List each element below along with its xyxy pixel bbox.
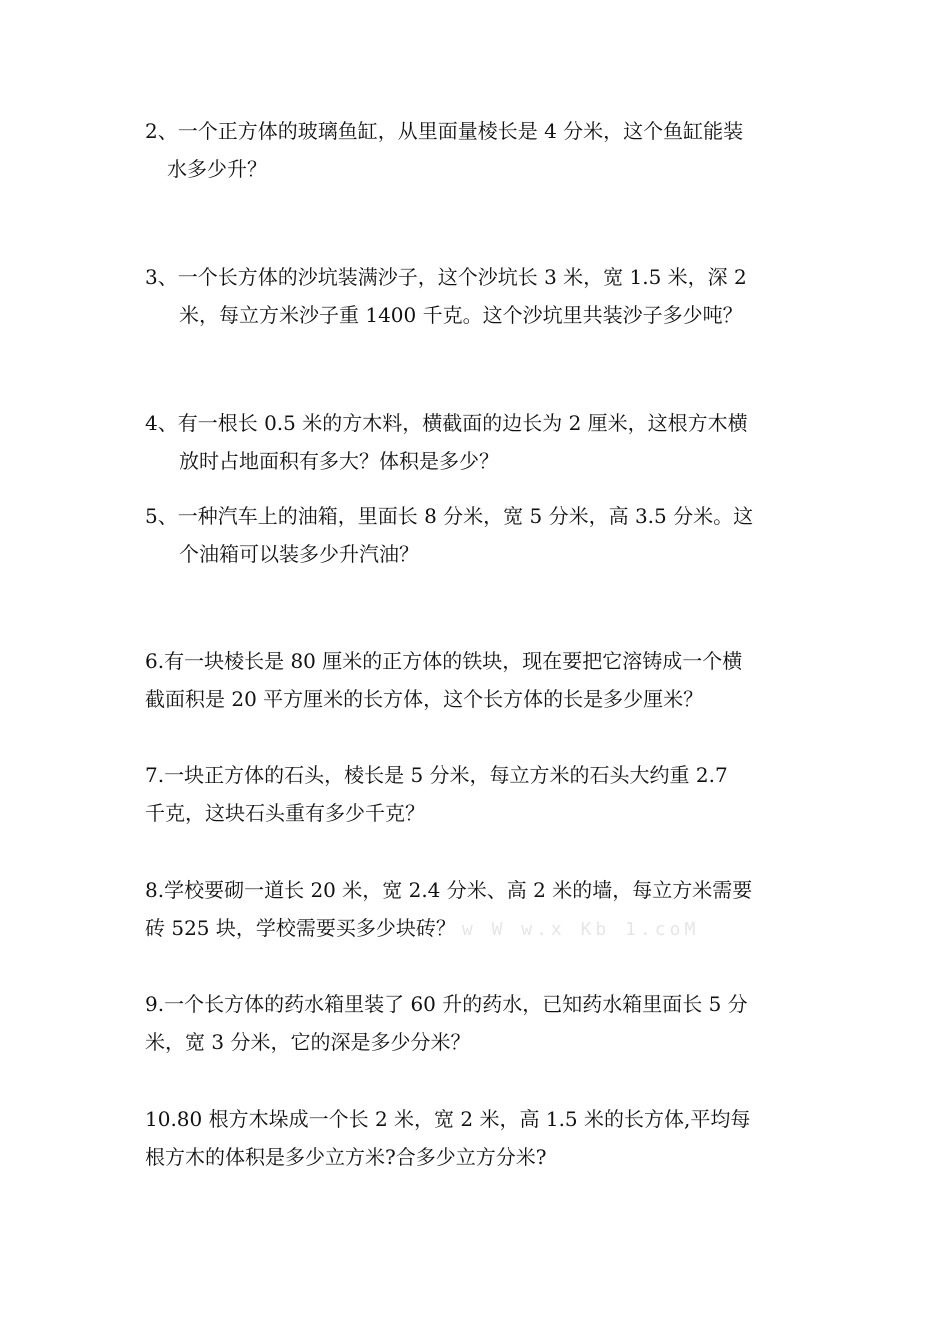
question-4-line-1: 4、有一根长 0.5 米的方木料，横截面的边长为 2 厘米，这根方木横 — [145, 411, 748, 435]
question-7-line-2: 千克，这块石头重有多少千克？ — [145, 801, 425, 825]
question-3 — [145, 258, 805, 334]
question-10-line-2: 根方木的体积是多少立方米?合多少立方分米? — [145, 1145, 547, 1169]
question-6-line-2: 截面积是 20 平方厘米的长方体，这个长方体的长是多少厘米？ — [145, 687, 704, 711]
question-9-line-1: 9.一个长方体的药水箱里装了 60 升的药水，已知药水箱里面长 5 分 — [145, 992, 748, 1016]
question-7-line-1: 7.一块正方体的石头，棱长是 5 分米，每立方米的石头大约重 2.7 — [145, 763, 728, 787]
question-7 — [145, 756, 805, 832]
question-5-line-2: 个油箱可以装多少升汽油？ — [179, 542, 419, 566]
question-4-line-2: 放时占地面积有多大？体积是多少？ — [179, 449, 499, 473]
question-5 — [145, 497, 805, 573]
question-4 — [145, 404, 805, 480]
question-8-line-2-text: 砖 525 块，学校需要买多少块砖？ — [145, 916, 456, 940]
question-3-line-2: 米，每立方米沙子重 1400 千克。这个沙坑里共装沙子多少吨？ — [179, 303, 743, 327]
question-2-line-2: 水多少升？ — [167, 157, 267, 181]
question-2-line-1: 2、一个正方体的玻璃鱼缸，从里面量棱长是 4 分米，这个鱼缸能装 — [145, 119, 744, 143]
question-10 — [145, 1100, 805, 1176]
question-2 — [145, 112, 805, 188]
question-8 — [145, 871, 805, 947]
watermark-text: w W w.x Kb 1.coM — [461, 919, 700, 940]
question-8-line-2 — [145, 909, 805, 947]
question-3-line-1: 3、一个长方体的沙坑装满沙子，这个沙坑长 3 米，宽 1.5 米，深 2 — [145, 265, 747, 289]
question-6-line-1: 6.有一块棱长是 80 厘米的正方体的铁块，现在要把它溶铸成一个横 — [145, 649, 743, 673]
question-9-line-2: 米，宽 3 分米，它的深是多少分米？ — [145, 1030, 471, 1054]
question-5-line-1: 5、一种汽车上的油箱，里面长 8 分米，宽 5 分米，高 3.5 分米。这 — [145, 504, 754, 528]
question-6 — [145, 642, 805, 718]
question-8-line-1: 8.学校要砌一道长 20 米，宽 2.4 分米、高 2 米的墙，每立方米需要 — [145, 878, 753, 902]
question-10-line-1: 10.80 根方木垛成一个长 2 米，宽 2 米，高 1.5 米的长方体,平均每 — [145, 1107, 751, 1131]
question-9 — [145, 985, 805, 1061]
